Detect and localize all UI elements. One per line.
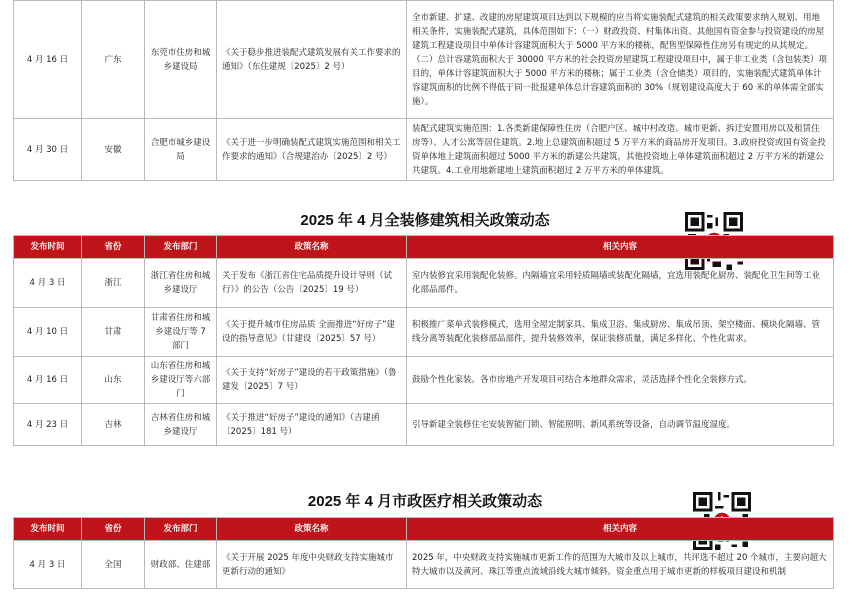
header-content: 相关内容 xyxy=(407,518,834,541)
department-cell: 财政部、住建部 xyxy=(145,541,217,589)
province-cell: 吉林 xyxy=(82,404,145,446)
content-cell: 积极推广菜单式装修模式，选用全屋定制家具、集成卫浴、集成厨房、集成吊顶、架空楼面、模块化隔墙、管线分离等装配化装修部品部件，提升装修效率，保证装修质量，满足多样化、个性化需求。 xyxy=(407,308,834,357)
content-cell: 装配式建筑实施范围：1.各类新建保障性住房（合肥户区、城中村改造、城市更新、拆迁安置用房以及租赁住房等）、人才公寓等居住建筑。2.地上总建筑面积超过 5 万平方米的商品房开发项目。3.政府投资或国有资金投资单体地上建筑面积超过 5000 平方米的新建公共建筑，其他投资地上单体建筑面积超过 2 万平方米的新建公共建筑。4.工业用地新建地上建筑面积超过 2 万平方米的单体建筑。 xyxy=(407,119,834,181)
department-cell: 东莞市住房和城乡建设局 xyxy=(145,1,217,119)
table-header-row xyxy=(14,236,834,259)
header-department: 发布部门 xyxy=(145,518,217,541)
date-cell: 4 月 10 日 xyxy=(14,308,82,357)
municipal-medical-policy-table xyxy=(13,517,834,589)
table-row xyxy=(14,259,834,308)
policy-name-cell: 《关于稳步推进装配式建筑发展有关工作要求的通知》（东住建规〔2025〕2 号） xyxy=(217,1,407,119)
section-title: 2025 年 4 月市政医疗相关政策动态 xyxy=(307,493,543,510)
department-cell: 浙江省住房和城乡建设厅 xyxy=(145,259,217,308)
header-date: 发布时间 xyxy=(14,236,82,259)
content-cell: 室内装修宜采用装配化装修。内隔墙宜采用轻质隔墙或装配化隔墙，宜选用装配化厨房、装配化卫生间等工业化部品部件。 xyxy=(407,259,834,308)
policy-name-cell: 《关于开展 2025 年度中央财政支持实施城市更新行动的通知》 xyxy=(217,541,407,589)
table-row xyxy=(14,541,834,589)
province-cell: 广东 xyxy=(82,1,145,119)
policy-name-cell: 《关于支持“好房子”建设的若干政策措施》（鲁建发〔2025〕7 号） xyxy=(217,357,407,404)
table-row xyxy=(14,308,834,357)
header-date: 发布时间 xyxy=(14,518,82,541)
table-row xyxy=(14,357,834,404)
province-cell: 浙江 xyxy=(82,259,145,308)
date-cell: 4 月 16 日 xyxy=(14,1,82,119)
section-title: 2025 年 4 月全装修建筑相关政策动态 xyxy=(300,212,550,229)
table-header-row xyxy=(14,518,834,541)
department-cell: 吉林省住房和城乡建设厅 xyxy=(145,404,217,446)
department-cell: 山东省住房和城乡建设厅等六部门 xyxy=(145,357,217,404)
policy-name-cell: 《关于提升城市住房品质 全面推进“好房子”建设的指导意见》（甘建设〔2025〕57 号） xyxy=(217,308,407,357)
province-cell: 甘肃 xyxy=(82,308,145,357)
header-province: 省份 xyxy=(82,518,145,541)
table-row xyxy=(14,1,834,119)
date-cell: 4 月 23 日 xyxy=(14,404,82,446)
policy-name-cell: 《关于推进“好房子”建设的通知》（吉建函〔2025〕181 号） xyxy=(217,404,407,446)
date-cell: 4 月 16 日 xyxy=(14,357,82,404)
policy-name-cell: 关于发布《浙江省住宅品质提升设计导则（试行）》的公告（公告〔2025〕19 号） xyxy=(217,259,407,308)
date-cell: 4 月 3 日 xyxy=(14,259,82,308)
department-cell: 甘肃省住房和城乡建设厅等 7 部门 xyxy=(145,308,217,357)
department-cell: 合肥市城乡建设局 xyxy=(145,119,217,181)
full-decoration-policy-table xyxy=(13,235,834,446)
header-province: 省份 xyxy=(82,236,145,259)
policy-name-cell: 《关于进一步明确装配式建筑实施范围和相关工作要求的通知》（合规建治办〔2025〕2 号） xyxy=(217,119,407,181)
header-policy-name: 政策名称 xyxy=(217,518,407,541)
province-cell: 全国 xyxy=(82,541,145,589)
content-cell: 2025 年，中央财政支持实施城市更新工作的范围为大城市及以上城市，共评选不超过 20 个城市，主要向超大特大城市以及黄河、珠江等重点流域沿线大城市倾斜。资金重点用于城市更新的样板项目建设和机制 xyxy=(407,541,834,589)
date-cell: 4 月 3 日 xyxy=(14,541,82,589)
date-cell: 4 月 30 日 xyxy=(14,119,82,181)
content-cell: 引导新建全装修住宅安装智能门锁、智能照明、新风系统等设备，自动调节温度湿度。 xyxy=(407,404,834,446)
header-department: 发布部门 xyxy=(145,236,217,259)
content-cell: 鼓励个性化家装。各市房地产开发项目可结合本地群众需求，灵活选择个性化全装修方式。 xyxy=(407,357,834,404)
content-cell: 全市新建、扩建、改建的房屋建筑项目达到以下规模的应当将实施装配式建筑的相关政策要求纳入规划、用地相关条件，实施装配式建筑，具体范围如下：（一）财政投资、村集体出资、其他国有资金参与投资建设的房屋建筑工程建设项目中单体计容建筑面积大于 5000 平方米的楼栋，配售型保障性住房另有规定的从其规定。（二）总计容建筑面积大于 30000 平方米的社会投资房屋建筑工程建设项目中，属于非工业类（含包装类）项目的，单体计容建筑面积大于 5000 平方米的楼栋；属于工业类（含仓储类）项目的，实施装配式建筑单体计容建筑面积的比例不得低于同一批报建单体总计容建筑面积的 30%（规划建设高度大于 60 米的单体需全部实施）。 xyxy=(407,1,834,119)
construction-policy-table-continued xyxy=(13,0,834,181)
header-content: 相关内容 xyxy=(407,236,834,259)
province-cell: 山东 xyxy=(82,357,145,404)
header-policy-name: 政策名称 xyxy=(217,236,407,259)
province-cell: 安徽 xyxy=(82,119,145,181)
table-row xyxy=(14,119,834,181)
table-row xyxy=(14,404,834,446)
